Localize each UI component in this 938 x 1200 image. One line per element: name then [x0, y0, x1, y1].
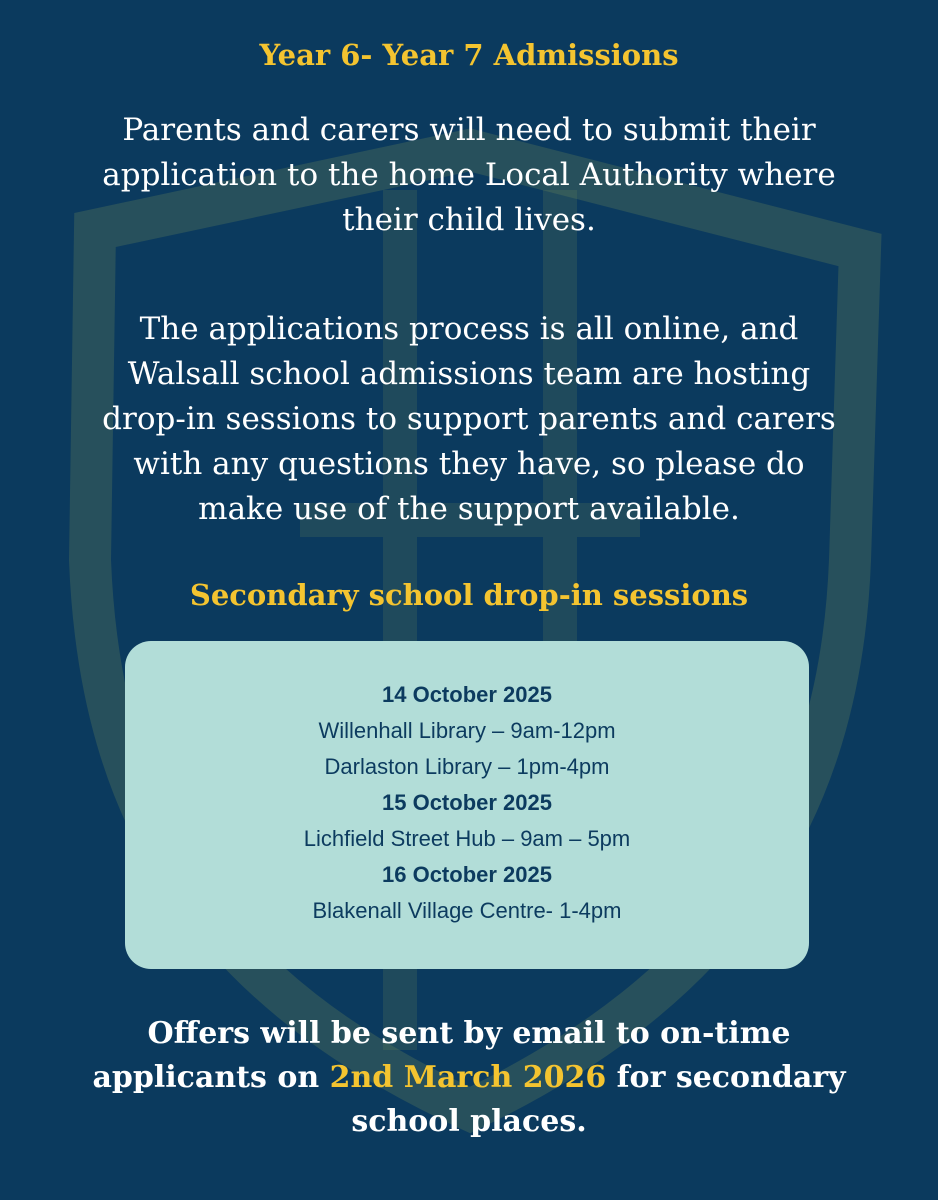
- process-paragraph: [60, 307, 878, 532]
- sessions-box: [125, 641, 809, 969]
- session-location: Lichfield Street Hub – 9am – 5pm: [303, 826, 631, 851]
- offers-date: 2nd March 2026: [329, 1060, 607, 1095]
- session-date: 14 October 2025: [382, 682, 552, 707]
- process-line: make use of the support available.: [198, 491, 740, 527]
- intro-line: their child lives.: [342, 202, 596, 238]
- intro-line: Parents and carers will need to submit their: [122, 112, 816, 148]
- offers-line: [40, 1056, 898, 1100]
- process-line: with any questions they have, so please do: [133, 446, 805, 482]
- offers-text: applicants on: [92, 1060, 330, 1095]
- offers-notice: [40, 1012, 898, 1144]
- process-line: The applications process is all online, and: [139, 311, 799, 347]
- process-line: drop-in sessions to support parents and carers: [102, 401, 836, 437]
- intro-paragraph: [60, 108, 878, 243]
- session-date: 15 October 2025: [382, 790, 552, 815]
- intro-line: application to the home Local Authority where: [102, 157, 836, 193]
- sessions-heading: Secondary school drop-in sessions: [189, 578, 749, 612]
- page-title: Year 6- Year 7 Admissions: [259, 38, 679, 72]
- process-line: Walsall school admissions team are hosting: [127, 356, 811, 392]
- offers-text: for secondary: [606, 1060, 846, 1095]
- session-location: Willenhall Library – 9am-12pm: [318, 718, 616, 743]
- session-location: Darlaston Library – 1pm-4pm: [324, 754, 610, 779]
- session-location: Blakenall Village Centre- 1-4pm: [312, 898, 622, 923]
- offers-line: Offers will be sent by email to on-time: [147, 1016, 791, 1051]
- offers-line: school places.: [351, 1104, 587, 1139]
- session-date: 16 October 2025: [382, 862, 552, 887]
